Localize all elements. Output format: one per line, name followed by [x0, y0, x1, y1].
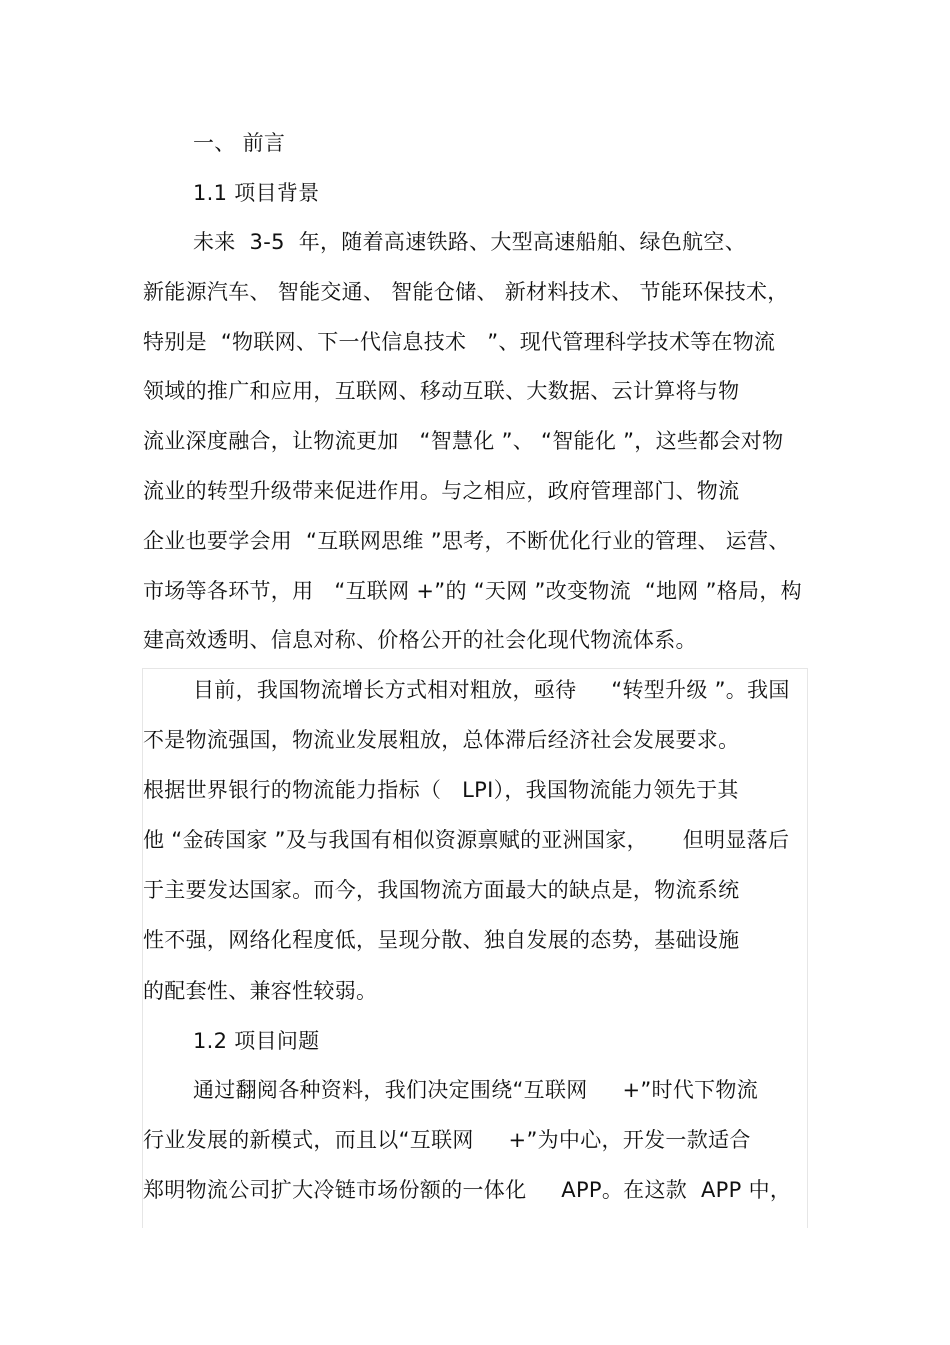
paragraph-line: 行业发展的新模式，而且以“互联网 +”为中心，开发一款适合: [143, 1128, 751, 1152]
paragraph-line: 流业深度融合，让物流更加 “智慧化 ”、 “智能化 ”，这些都会对物: [143, 429, 784, 453]
paragraph-line: 通过翻阅各种资料，我们决定围绕“互联网 +”时代下物流: [193, 1078, 759, 1102]
paragraph-line: 性不强，网络化程度低，呈现分散、独自发展的态势，基础设施: [143, 928, 740, 952]
paragraph-line: 领域的推广和应用，互联网、移动互联、大数据、云计算将与物: [143, 379, 740, 403]
paragraph-line: 市场等各环节，用 “互联网 +”的 “天网 ”改变物流 “地网 ”格局，构: [143, 579, 802, 603]
paragraph-line: 于主要发达国家。而今，我国物流方面最大的缺点是，物流系统: [143, 878, 740, 902]
subheading-project-background: 1.1 项目背景: [193, 181, 320, 205]
paragraph-line: 新能源汽车、 智能交通、 智能仓储、 新材料技术、 节能环保技术，: [143, 280, 789, 304]
paragraph-line: 未来 3-5 年，随着高速铁路、大型高速船舶、绿色航空、: [193, 230, 746, 254]
paragraph-line: 目前，我国物流增长方式相对粗放，亟待 “转型升级 ”。我国: [193, 678, 790, 702]
paragraph-line: 郑明物流公司扩大冷链市场份额的一体化 APP。在这款 APP 中，: [143, 1178, 792, 1202]
paragraph-line: 根据世界银行的物流能力指标（ LPI），我国物流能力领先于其: [143, 778, 739, 802]
paragraph-line: 企业也要学会用 “互联网思维 ”思考，不断优化行业的管理、 运营、: [143, 529, 790, 553]
paragraph-line: 特别是 “物联网、下一代信息技术 ”、现代管理科学技术等在物流: [143, 330, 776, 354]
paragraph-line: 流业的转型升级带来促进作用。与之相应，政府管理部门、物流: [143, 479, 740, 503]
paragraph-line: 的配套性、兼容性较弱。: [143, 979, 378, 1003]
subheading-project-problem: 1.2 项目问题: [193, 1029, 320, 1053]
section-heading: 一、 前言: [193, 131, 286, 155]
paragraph-line: 建高效透明、信息对称、价格公开的社会化现代物流体系。: [143, 628, 697, 652]
paragraph-line: 不是物流强国，物流业发展粗放，总体滞后经济社会发展要求。: [143, 728, 740, 752]
paragraph-line: 他 “金砖国家 ”及与我国有相似资源禀赋的亚洲国家， 但明显落后: [143, 828, 790, 852]
